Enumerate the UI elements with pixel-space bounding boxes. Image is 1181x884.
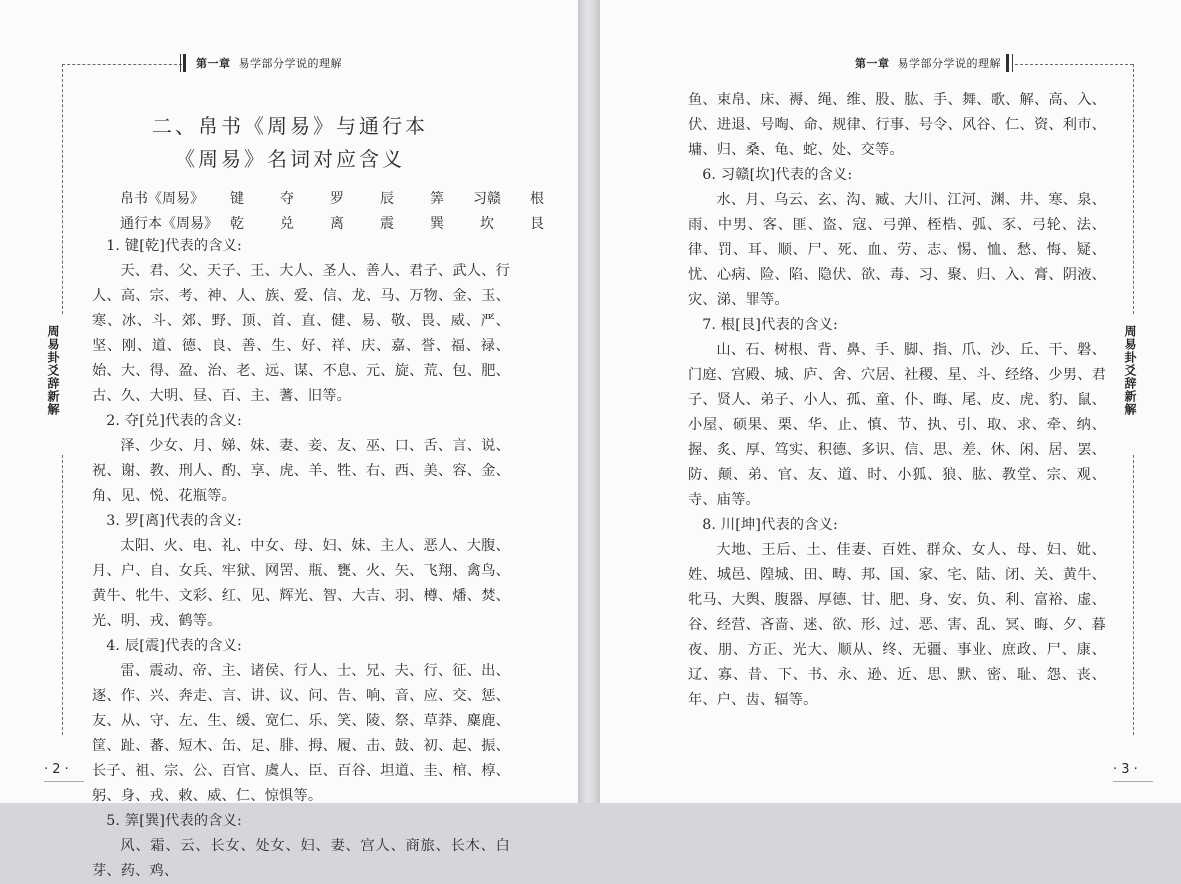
entry-text: 山、石、树根、背、鼻、手、脚、指、爪、沙、丘、干、磐、门庭、宫殿、城、庐、舍、穴居、社稷、星、斗、经络、少男、君子、贤人、弟子、小人、孤、童、仆、晦、尾、皮、虎、豹、鼠、小屋、硕果、栗、华、止、慎、节、执、引、取、求、牵、纳、握、炙、厚、笃实、积德、多识、信、思、差、休、闲、居、罢、防、颠、弟、官、友、道、时、小狐、狼、肱、教堂、宗、观、寺、庙等。 <box>688 342 1106 508</box>
entry-heading: 1. 键[乾]代表的含义: <box>106 238 242 254</box>
header-rule <box>1015 64 1133 65</box>
row-label: 帛书《周易》 <box>120 191 204 207</box>
entry-heading: 2. 夺[兑]代表的含义: <box>106 413 242 429</box>
header-bar <box>183 54 186 72</box>
cell: 夺 <box>280 191 294 207</box>
section-title-line2: 《周易》名词对应含义 <box>175 147 405 171</box>
entry-text: 水、月、乌云、玄、沟、臧、大川、江河、渊、井、寒、泉、雨、中男、客、匪、盗、寇、弓弹、桎梏、弧、豕、弓轮、法、律、罚、耳、顺、尸、死、血、劳、志、惕、恤、愁、悔、疑、忧、心病、险、陷、隐伏、欲、毒、习、聚、归、入、膏、阴液、灾、涕、罪等。 <box>688 192 1106 308</box>
running-header <box>855 55 1001 71</box>
entry-heading: 4. 辰[震]代表的含义: <box>106 638 242 654</box>
header-bar <box>1012 54 1013 72</box>
chapter-label: 第一章 <box>855 57 890 70</box>
entry-heading: 6. 习赣[坎]代表的含义: <box>702 167 853 183</box>
cell: 辰 <box>380 191 394 207</box>
side-book-title: 周易卦爻辞新解 <box>1123 325 1137 416</box>
left-body-text <box>92 234 510 884</box>
header-rule-vertical <box>62 455 63 735</box>
cell: 艮 <box>530 216 544 232</box>
entry-heading: 3. 罗[离]代表的含义: <box>106 513 242 529</box>
entry-text: 大地、王后、土、佳妻、百姓、群众、女人、母、妇、妣、姓、城邑、隍城、田、畴、邦、国、家、宅、陆、闭、关、黄牛、牝马、大舆、腹器、厚德、甘、肥、身、安、负、利、富裕、虚、谷、经营、吝啬、迷、欲、形、过、恶、害、乱、冥、晦、夕、暮夜、朋、方正、光大、顺从、终、无疆、事业、庶政、尸、康、辽、寡、昔、下、书、永、逊、近、思、默、密、耻、怨、丧、年、户、齿、辐等。 <box>688 542 1106 708</box>
cell: 离 <box>330 216 344 232</box>
cell: 键 <box>230 191 244 207</box>
entry-text: 天、君、父、天子、王、大人、圣人、善人、君子、武人、行人、高、宗、考、神、人、族、爱、信、龙、马、万物、金、玉、寒、冰、斗、郊、野、顶、首、直、健、易、敬、畏、威、严、坚、刚、道、德、良、善、生、好、祥、庆、嘉、誉、福、禄、始、大、得、盈、治、老、远、谋、不息、元、旋、荒、包、肥、古、久、大明、昼、百、主、蓍、旧等。 <box>92 263 510 404</box>
right-body-text <box>688 88 1106 713</box>
cell: 坎 <box>480 216 494 232</box>
side-book-title: 周易卦爻辞新解 <box>46 325 60 416</box>
header-bar <box>1006 54 1009 72</box>
running-header <box>196 55 342 71</box>
cell: 习赣 <box>473 191 501 207</box>
header-rule-vertical <box>1133 64 1134 314</box>
cell: 震 <box>380 216 394 232</box>
header-bar <box>180 54 181 72</box>
entry-text: 雷、震动、帝、主、诸侯、行人、士、兄、夫、行、征、出、逐、作、兴、奔走、言、讲、议、问、告、响、音、应、交、惩、友、从、守、左、生、缓、宽仁、乐、笑、陵、祭、草莽、麋鹿、筐、趾、蕃、短木、缶、足、腓、拇、履、击、鼓、初、起、振、长子、祖、宗、公、百官、虞人、臣、百谷、坦道、圭、棺、椁、躬、身、戎、敕、威、仁、惊惧等。 <box>92 663 510 804</box>
chapter-label: 第一章 <box>196 57 231 70</box>
section-label: 易学部分学说的理解 <box>238 57 342 70</box>
page-number: · 3 · <box>1113 762 1138 777</box>
section-title-line1: 二、帛书《周易》与通行本 <box>152 114 428 138</box>
right-page <box>600 0 1181 803</box>
footer-rule <box>44 781 84 782</box>
cell: 筭 <box>430 191 444 207</box>
entry-text: 太阳、火、电、礼、中女、母、妇、妹、主人、恶人、大腹、月、户、自、女兵、牢狱、网罟、瓶、甕、火、矢、飞翔、禽鸟、黄牛、牝牛、文彩、红、见、辉光、智、大吉、羽、樽、燔、焚、光、明、戎、鹤等。 <box>92 538 510 629</box>
entry-heading: 5. 筭[巽]代表的含义: <box>106 813 242 829</box>
section-label: 易学部分学说的理解 <box>897 57 1001 70</box>
cell: 巽 <box>430 216 444 232</box>
footer-rule <box>1113 781 1153 782</box>
book-gutter <box>578 0 600 803</box>
left-page <box>0 0 578 879</box>
entry-text: 泽、少女、月、娣、妹、妻、妾、友、巫、口、舌、言、说、祝、谢、教、刑人、酌、享、虎、羊、牲、右、西、美、容、金、角、见、悦、花瓶等。 <box>92 438 510 504</box>
entry-text: 鱼、束帛、床、褥、绳、维、股、肱、手、舞、歌、解、高、入、伏、进退、号啕、命、规律、行事、号令、风谷、仁、资、利市、墉、归、桑、龟、蛇、处、交等。 <box>688 92 1106 158</box>
entry-heading: 7. 根[艮]代表的含义: <box>702 317 838 333</box>
cell: 乾 <box>230 216 244 232</box>
entry-text: 风、霜、云、长女、处女、妇、妻、宫人、商旅、长木、白芽、药、鸡、 <box>92 838 510 879</box>
page-number: · 2 · <box>44 762 69 777</box>
row-label: 通行本《周易》 <box>120 216 218 232</box>
mapping-row-silk <box>120 188 612 208</box>
header-rule-vertical <box>1133 455 1134 735</box>
mapping-row-received <box>120 213 612 233</box>
cell: 根 <box>530 191 544 207</box>
header-rule-vertical <box>62 64 63 314</box>
header-rule <box>62 64 182 65</box>
cell: 兑 <box>280 216 294 232</box>
cell: 罗 <box>330 191 344 207</box>
entry-heading: 8. 川[坤]代表的含义: <box>702 517 838 533</box>
